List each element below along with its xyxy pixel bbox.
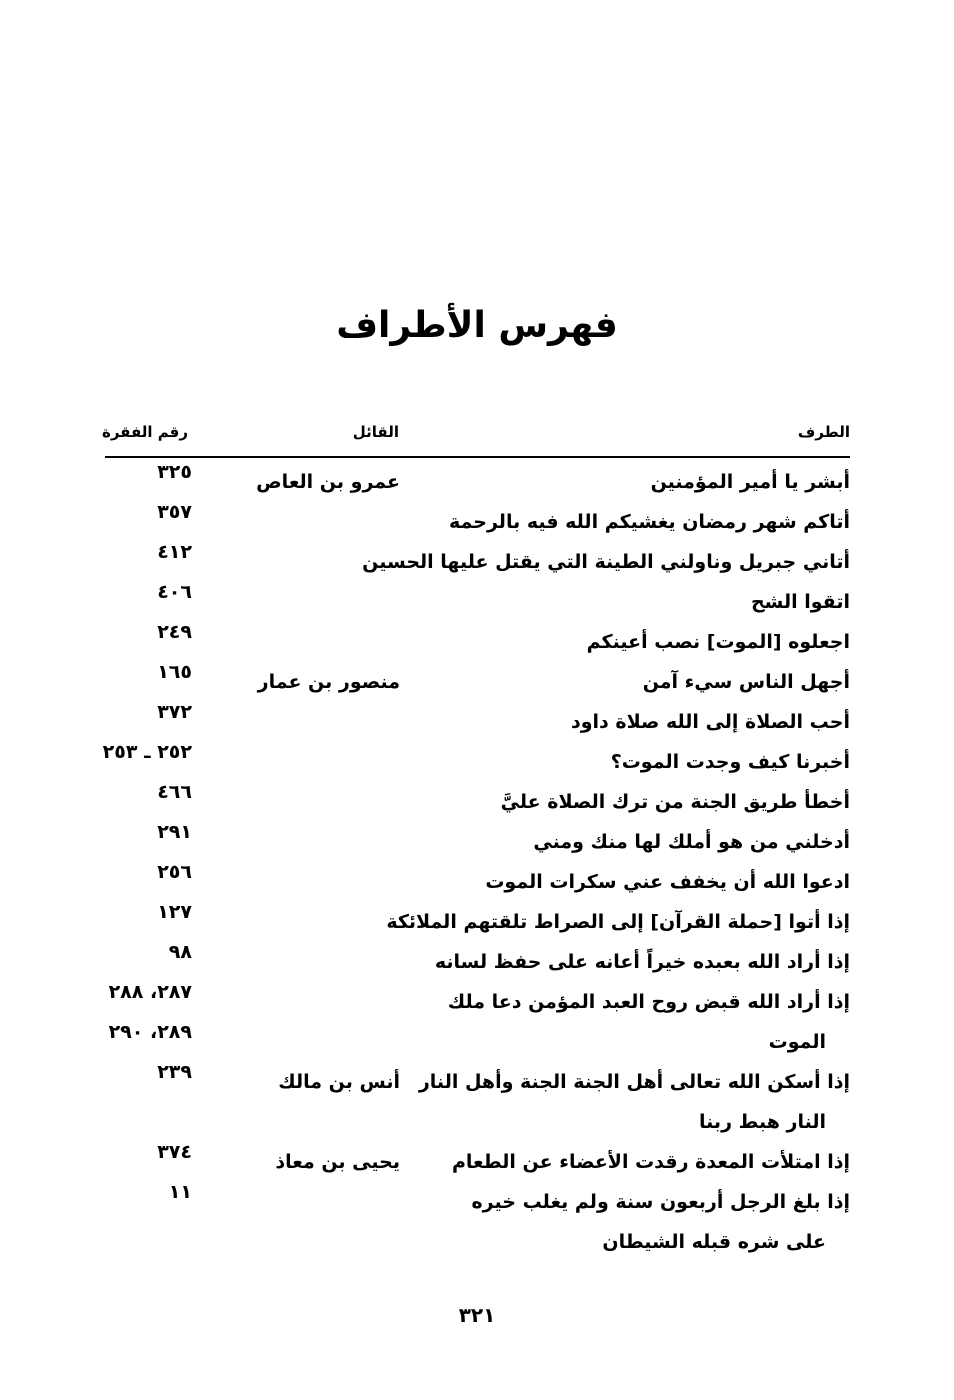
qail-text: يحيى بن معاذ xyxy=(275,1151,400,1173)
paragraph-number: ٩٨ xyxy=(168,941,192,963)
tarf-continuation: النار هبط ربنا xyxy=(699,1111,826,1133)
paragraph-number: ١٦٥ xyxy=(157,661,192,683)
table-row xyxy=(0,1142,954,1182)
paragraph-number: ٢٣٩ xyxy=(157,1061,192,1083)
table-row xyxy=(0,862,954,902)
paragraph-number-continued: ٢٨٩، ٢٩٠ xyxy=(108,1021,192,1043)
tarf-text: إذا بلغ الرجل أربعون سنة ولم يغلب خيره xyxy=(471,1191,850,1213)
tarf-text: أدخلني من هو أملك لها منك ومني xyxy=(533,831,850,853)
tarf-text: أجهل الناس سيء آمن xyxy=(642,671,850,693)
paragraph-number: ٢٨٧، ٢٨٨ xyxy=(108,981,192,1003)
tarf-text: ادعوا الله أن يخفف عني سكرات الموت xyxy=(485,871,850,893)
tarf-text: أحب الصلاة إلى الله صلاة داود xyxy=(570,711,850,733)
qail-text: أنس بن مالك xyxy=(278,1071,400,1093)
column-header-number: رقم الفقرة xyxy=(102,423,188,441)
table-row xyxy=(0,742,954,782)
paragraph-number: ١٢٧ xyxy=(157,901,192,923)
table-row xyxy=(0,902,954,942)
table-row xyxy=(0,1062,954,1142)
qail-text: منصور بن عمار xyxy=(257,671,400,693)
tarf-continuation: على شره قبله الشيطان xyxy=(602,1231,826,1253)
table-row xyxy=(0,782,954,822)
qail-text: عمرو بن العاص xyxy=(256,471,400,493)
paragraph-number: ١١ xyxy=(168,1181,192,1203)
paragraph-number: ٤٠٦ xyxy=(157,581,192,603)
table-row xyxy=(0,542,954,582)
column-header-qail: القائل xyxy=(352,423,399,441)
table-row xyxy=(0,1182,954,1262)
paragraph-number: ٤٦٦ xyxy=(157,781,192,803)
paragraph-number: ٣٥٧ xyxy=(157,501,192,523)
tarf-continuation: الموت xyxy=(768,1031,826,1053)
tarf-text: أبشر يا أمير المؤمنين xyxy=(650,471,850,493)
paragraph-number: ٢٤٩ xyxy=(157,621,192,643)
tarf-text: أتاكم شهر رمضان يغشيكم الله فيه بالرحمة xyxy=(449,511,850,533)
tarf-text: أتاني جبريل وناولني الطينة التي يقتل عليها الحسين xyxy=(362,551,850,573)
index-table xyxy=(0,462,954,1262)
table-row xyxy=(0,622,954,662)
page-number: ٣٢١ xyxy=(458,1303,496,1327)
tarf-text: إذا أراد الله بعبده خيراً أعانه على حفظ لسانه xyxy=(434,951,850,973)
table-row xyxy=(0,502,954,542)
paragraph-number: ٢٥٦ xyxy=(157,861,192,883)
paragraph-number: ٤١٢ xyxy=(157,541,192,563)
page-title: فهرس الأطراف xyxy=(336,305,618,346)
table-header xyxy=(102,423,850,451)
header-divider xyxy=(105,456,850,458)
table-row xyxy=(0,982,954,1062)
tarf-text: إذا أسكن الله تعالى أهل الجنة الجنة وأهل النار xyxy=(418,1071,850,1093)
tarf-text: إذا امتلأت المعدة رقدت الأعضاء عن الطعام xyxy=(452,1151,850,1173)
table-row xyxy=(0,582,954,622)
column-header-tarf: الطرف xyxy=(797,423,850,441)
tarf-text: اجعلوه [الموت] نصب أعينكم xyxy=(586,631,850,653)
tarf-text: اتقوا الشح xyxy=(750,591,850,613)
paragraph-number: ٢٩١ xyxy=(157,821,192,843)
tarf-text: أخطأ طريق الجنة من ترك الصلاة عليَّ xyxy=(500,791,850,813)
paragraph-number: ٢٥٢ ـ ٢٥٣ xyxy=(102,741,192,763)
tarf-text: إذا أراد الله قبض روح العبد المؤمن دعا ملك xyxy=(447,991,850,1013)
paragraph-number: ٣٢٥ xyxy=(157,461,192,483)
table-row xyxy=(0,462,954,502)
tarf-text: أخبرنا كيف وجدت الموت؟ xyxy=(610,751,850,773)
paragraph-number: ٣٧٢ xyxy=(157,701,192,723)
table-row xyxy=(0,822,954,862)
tarf-text: إذا أتوا [حملة القرآن] إلى الصراط تلقتهم الملائكة xyxy=(386,911,850,933)
table-row xyxy=(0,662,954,702)
paragraph-number: ٣٧٤ xyxy=(157,1141,192,1163)
